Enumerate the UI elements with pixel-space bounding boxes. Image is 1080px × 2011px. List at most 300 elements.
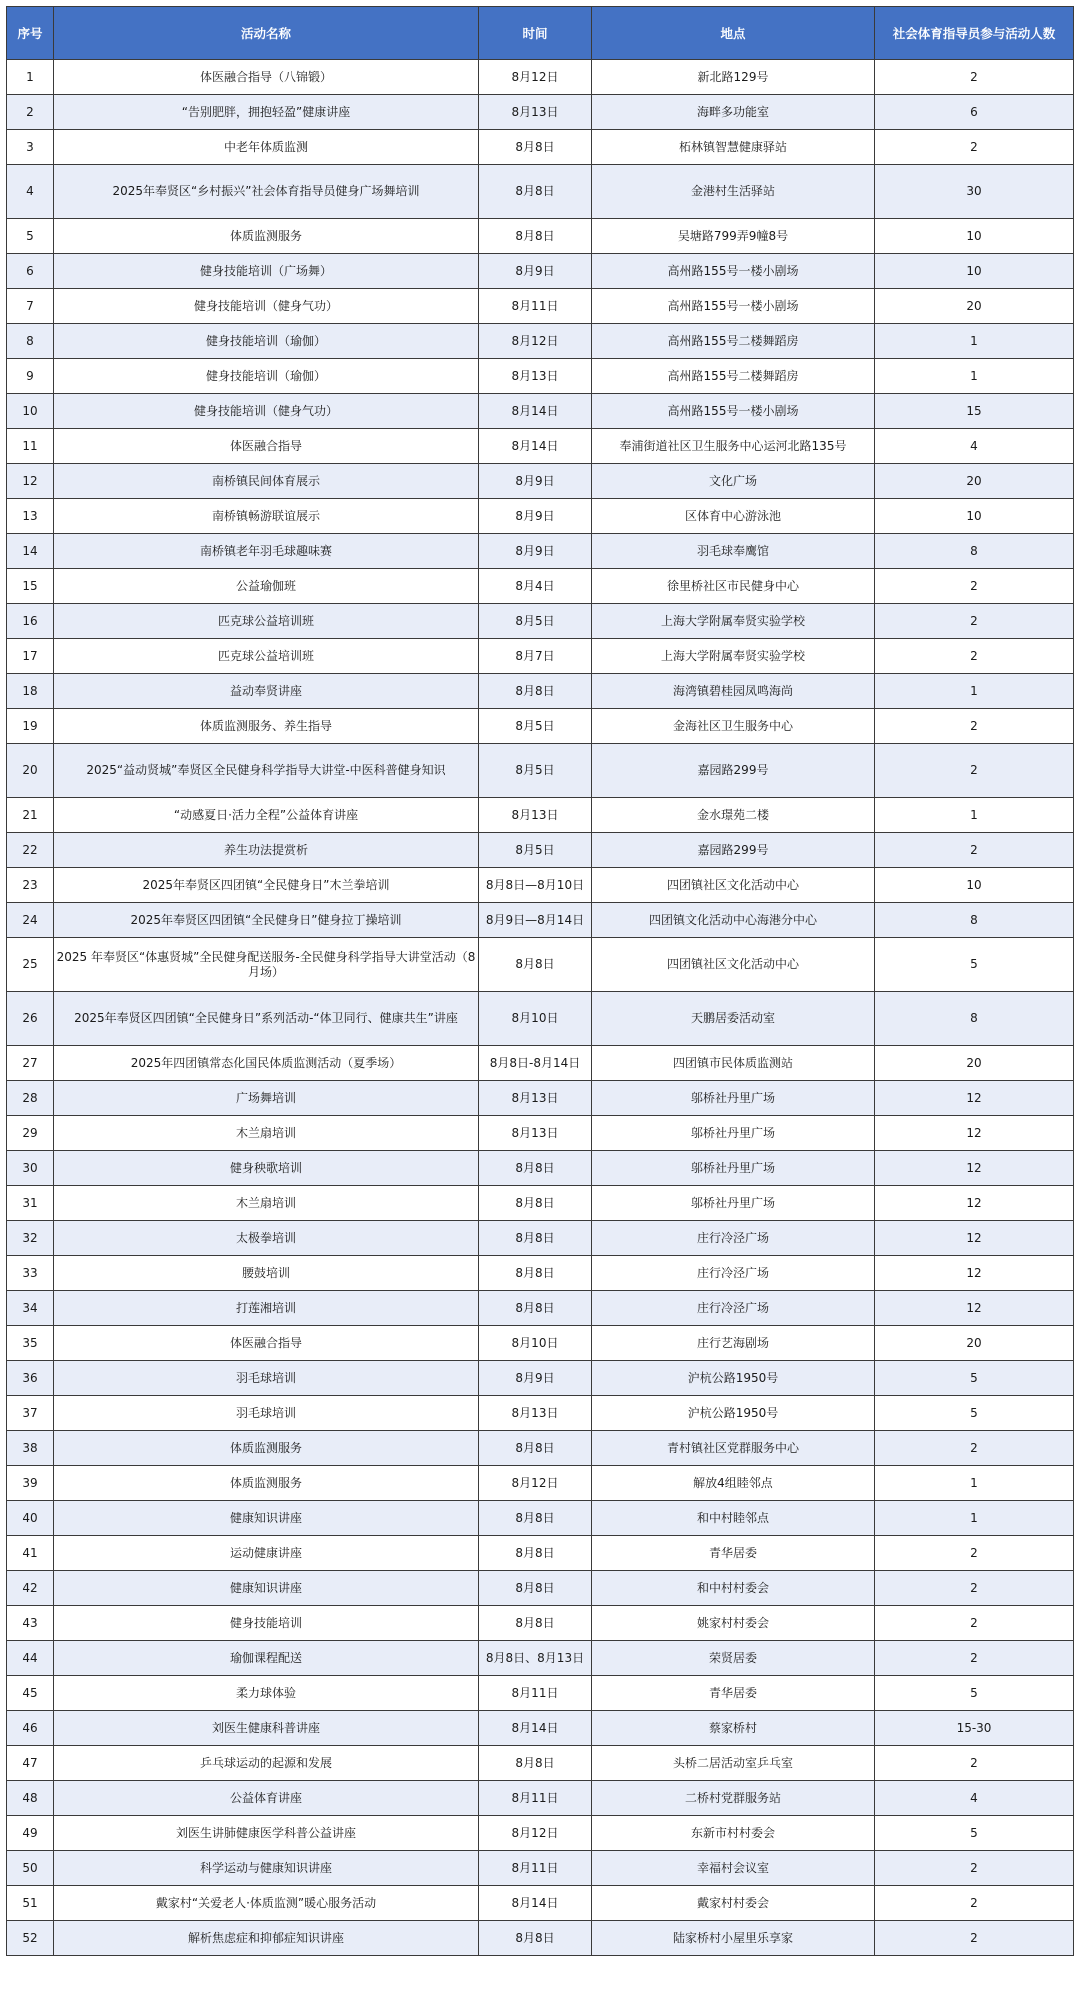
cell-index: 49	[7, 1816, 54, 1851]
cell-activity-name: 健康知识讲座	[54, 1501, 479, 1536]
cell-location: 东新市村村委会	[592, 1816, 875, 1851]
cell-participants: 1	[875, 674, 1074, 709]
table-row	[7, 1501, 1074, 1536]
cell-activity-name: 体质监测服务	[54, 1466, 479, 1501]
table-row	[7, 1081, 1074, 1116]
cell-location: 青村镇社区党群服务中心	[592, 1431, 875, 1466]
cell-index: 48	[7, 1781, 54, 1816]
cell-index: 11	[7, 429, 54, 464]
cell-activity-name: 广场舞培训	[54, 1081, 479, 1116]
cell-participants: 5	[875, 938, 1074, 992]
cell-date: 8月8日	[479, 1606, 592, 1641]
cell-activity-name: 羽毛球培训	[54, 1396, 479, 1431]
cell-participants: 2	[875, 639, 1074, 674]
cell-location: 庄行冷泾广场	[592, 1221, 875, 1256]
cell-participants: 1	[875, 359, 1074, 394]
cell-location: 徐里桥社区市民健身中心	[592, 569, 875, 604]
table-row	[7, 674, 1074, 709]
cell-date: 8月12日	[479, 1466, 592, 1501]
cell-date: 8月14日	[479, 1886, 592, 1921]
cell-location: 和中村睦邻点	[592, 1501, 875, 1536]
table-row	[7, 639, 1074, 674]
cell-index: 35	[7, 1326, 54, 1361]
cell-participants: 2	[875, 744, 1074, 798]
cell-participants: 5	[875, 1816, 1074, 1851]
table-row	[7, 604, 1074, 639]
cell-location: 柘林镇智慧健康驿站	[592, 130, 875, 165]
cell-index: 39	[7, 1466, 54, 1501]
cell-participants: 10	[875, 868, 1074, 903]
cell-index: 17	[7, 639, 54, 674]
cell-activity-name: 戴家村“关爱老人·体质监测”暖心服务活动	[54, 1886, 479, 1921]
cell-activity-name: 健身秧歌培训	[54, 1151, 479, 1186]
cell-activity-name: 健身技能培训（健身气功）	[54, 394, 479, 429]
cell-location: 邬桥社丹里广场	[592, 1186, 875, 1221]
cell-date: 8月13日	[479, 359, 592, 394]
cell-participants: 12	[875, 1186, 1074, 1221]
table-row	[7, 1256, 1074, 1291]
table-row	[7, 1711, 1074, 1746]
cell-activity-name: 解析焦虑症和抑郁症知识讲座	[54, 1921, 479, 1956]
cell-date: 8月8日	[479, 1221, 592, 1256]
cell-date: 8月8日	[479, 130, 592, 165]
cell-location: 陆家桥村小屋里乐享家	[592, 1921, 875, 1956]
cell-date: 8月8日	[479, 1571, 592, 1606]
cell-activity-name: 健身技能培训（健身气功）	[54, 289, 479, 324]
cell-index: 16	[7, 604, 54, 639]
cell-index: 38	[7, 1431, 54, 1466]
cell-location: 青华居委	[592, 1536, 875, 1571]
cell-location: 高州路155号二楼舞蹈房	[592, 359, 875, 394]
cell-activity-name: 运动健康讲座	[54, 1536, 479, 1571]
cell-location: 庄行艺海剧场	[592, 1326, 875, 1361]
cell-location: 金水璟苑二楼	[592, 798, 875, 833]
table-row	[7, 324, 1074, 359]
cell-date: 8月13日	[479, 95, 592, 130]
cell-location: 高州路155号一楼小剧场	[592, 254, 875, 289]
cell-location: 和中村村委会	[592, 1571, 875, 1606]
cell-index: 9	[7, 359, 54, 394]
table-header-row	[7, 7, 1074, 60]
cell-participants: 20	[875, 289, 1074, 324]
cell-date: 8月5日	[479, 709, 592, 744]
cell-date: 8月14日	[479, 429, 592, 464]
cell-index: 12	[7, 464, 54, 499]
cell-participants: 2	[875, 1886, 1074, 1921]
cell-date: 8月9日	[479, 464, 592, 499]
cell-index: 41	[7, 1536, 54, 1571]
cell-location: 头桥二居活动室乒乓室	[592, 1746, 875, 1781]
cell-date: 8月5日	[479, 833, 592, 868]
cell-date: 8月10日	[479, 1326, 592, 1361]
cell-location: 邬桥社丹里广场	[592, 1116, 875, 1151]
cell-date: 8月8日	[479, 674, 592, 709]
activity-table	[6, 6, 1074, 1956]
table-row	[7, 1851, 1074, 1886]
cell-date: 8月8日	[479, 1431, 592, 1466]
cell-date: 8月5日	[479, 744, 592, 798]
cell-date: 8月9日—8月14日	[479, 903, 592, 938]
cell-date: 8月7日	[479, 639, 592, 674]
cell-participants: 4	[875, 1781, 1074, 1816]
cell-index: 31	[7, 1186, 54, 1221]
cell-participants: 2	[875, 1746, 1074, 1781]
cell-activity-name: 南桥镇畅游联谊展示	[54, 499, 479, 534]
cell-activity-name: 匹克球公益培训班	[54, 604, 479, 639]
cell-date: 8月9日	[479, 254, 592, 289]
cell-date: 8月11日	[479, 1781, 592, 1816]
cell-index: 33	[7, 1256, 54, 1291]
header-index: 序号	[7, 7, 54, 60]
cell-participants: 12	[875, 1256, 1074, 1291]
cell-index: 37	[7, 1396, 54, 1431]
cell-participants: 10	[875, 499, 1074, 534]
cell-activity-name: 健身技能培训	[54, 1606, 479, 1641]
cell-date: 8月14日	[479, 394, 592, 429]
table-row	[7, 289, 1074, 324]
table-row	[7, 499, 1074, 534]
cell-location: 四团镇社区文化活动中心	[592, 868, 875, 903]
cell-activity-name: 太极拳培训	[54, 1221, 479, 1256]
table-row	[7, 1046, 1074, 1081]
header-activity-name: 活动名称	[54, 7, 479, 60]
cell-activity-name: 体医融合指导	[54, 429, 479, 464]
cell-location: 二桥村党群服务站	[592, 1781, 875, 1816]
table-row	[7, 1291, 1074, 1326]
cell-activity-name: 木兰扇培训	[54, 1186, 479, 1221]
cell-participants: 1	[875, 798, 1074, 833]
cell-date: 8月5日	[479, 604, 592, 639]
cell-location: 高州路155号二楼舞蹈房	[592, 324, 875, 359]
cell-index: 47	[7, 1746, 54, 1781]
cell-location: 蔡家桥村	[592, 1711, 875, 1746]
cell-location: 姚家村村委会	[592, 1606, 875, 1641]
table-row	[7, 1186, 1074, 1221]
cell-activity-name: 柔力球体验	[54, 1676, 479, 1711]
table-row	[7, 60, 1074, 95]
cell-participants: 6	[875, 95, 1074, 130]
cell-index: 20	[7, 744, 54, 798]
cell-participants: 20	[875, 464, 1074, 499]
cell-index: 27	[7, 1046, 54, 1081]
cell-index: 32	[7, 1221, 54, 1256]
cell-location: 荣贤居委	[592, 1641, 875, 1676]
cell-index: 10	[7, 394, 54, 429]
cell-location: 羽毛球奉鹰馆	[592, 534, 875, 569]
cell-participants: 1	[875, 1466, 1074, 1501]
header-participants: 社会体育指导员参与活动人数	[875, 7, 1074, 60]
cell-activity-name: 打莲湘培训	[54, 1291, 479, 1326]
table-row	[7, 429, 1074, 464]
cell-date: 8月13日	[479, 1081, 592, 1116]
cell-activity-name: “动感夏日·活力全程”公益体育讲座	[54, 798, 479, 833]
cell-location: 四团镇社区文化活动中心	[592, 938, 875, 992]
cell-activity-name: 健身技能培训（广场舞）	[54, 254, 479, 289]
cell-participants: 2	[875, 1606, 1074, 1641]
table-row	[7, 1361, 1074, 1396]
table-row	[7, 1571, 1074, 1606]
cell-activity-name: 2025年奉贤区四团镇“全民健身日”系列活动-“体卫同行、健康共生”讲座	[54, 992, 479, 1046]
cell-location: 上海大学附属奉贤实验学校	[592, 639, 875, 674]
cell-activity-name: 健身技能培训（瑜伽）	[54, 359, 479, 394]
cell-activity-name: 乒乓球运动的起源和发展	[54, 1746, 479, 1781]
cell-location: 金港村生活驿站	[592, 165, 875, 219]
cell-participants: 15-30	[875, 1711, 1074, 1746]
cell-date: 8月8日—8月10日	[479, 868, 592, 903]
cell-date: 8月13日	[479, 1396, 592, 1431]
cell-participants: 2	[875, 604, 1074, 639]
table-row	[7, 569, 1074, 604]
cell-participants: 2	[875, 833, 1074, 868]
table-row	[7, 1606, 1074, 1641]
cell-date: 8月9日	[479, 1361, 592, 1396]
cell-location: 新北路129号	[592, 60, 875, 95]
cell-date: 8月12日	[479, 1816, 592, 1851]
cell-activity-name: 健身技能培训（瑜伽）	[54, 324, 479, 359]
cell-index: 30	[7, 1151, 54, 1186]
cell-participants: 15	[875, 394, 1074, 429]
cell-index: 23	[7, 868, 54, 903]
table-row	[7, 534, 1074, 569]
cell-participants: 5	[875, 1676, 1074, 1711]
cell-participants: 8	[875, 903, 1074, 938]
table-row	[7, 165, 1074, 219]
cell-location: 戴家村村委会	[592, 1886, 875, 1921]
cell-index: 36	[7, 1361, 54, 1396]
cell-index: 19	[7, 709, 54, 744]
cell-activity-name: 南桥镇老年羽毛球趣味赛	[54, 534, 479, 569]
cell-location: 海畔多功能室	[592, 95, 875, 130]
cell-participants: 1	[875, 324, 1074, 359]
cell-date: 8月8日	[479, 1536, 592, 1571]
table-row	[7, 798, 1074, 833]
cell-location: 幸福村会议室	[592, 1851, 875, 1886]
cell-index: 52	[7, 1921, 54, 1956]
cell-participants: 20	[875, 1326, 1074, 1361]
cell-participants: 2	[875, 709, 1074, 744]
table-row	[7, 1641, 1074, 1676]
cell-index: 15	[7, 569, 54, 604]
cell-activity-name: 中老年体质监测	[54, 130, 479, 165]
cell-date: 8月8日	[479, 1501, 592, 1536]
cell-location: 海湾镇碧桂园凤鸣海尚	[592, 674, 875, 709]
cell-index: 42	[7, 1571, 54, 1606]
cell-participants: 20	[875, 1046, 1074, 1081]
cell-participants: 1	[875, 1501, 1074, 1536]
cell-activity-name: 体医融合指导	[54, 1326, 479, 1361]
cell-location: 吴塘路799弄9幢8号	[592, 219, 875, 254]
cell-participants: 12	[875, 1081, 1074, 1116]
cell-activity-name: 2025年四团镇常态化国民体质监测活动（夏季场）	[54, 1046, 479, 1081]
table-row	[7, 1921, 1074, 1956]
cell-date: 8月13日	[479, 798, 592, 833]
cell-activity-name: 刘医生讲肺健康医学科普公益讲座	[54, 1816, 479, 1851]
header-location: 地点	[592, 7, 875, 60]
cell-date: 8月8日	[479, 1256, 592, 1291]
cell-participants: 2	[875, 569, 1074, 604]
cell-activity-name: 匹克球公益培训班	[54, 639, 479, 674]
table-row	[7, 1326, 1074, 1361]
cell-activity-name: 瑜伽课程配送	[54, 1641, 479, 1676]
cell-activity-name: 羽毛球培训	[54, 1361, 479, 1396]
cell-index: 2	[7, 95, 54, 130]
cell-date: 8月8日、8月13日	[479, 1641, 592, 1676]
cell-location: 嘉园路299号	[592, 744, 875, 798]
cell-activity-name: 益动奉贤讲座	[54, 674, 479, 709]
cell-date: 8月4日	[479, 569, 592, 604]
cell-location: 庄行冷泾广场	[592, 1291, 875, 1326]
cell-participants: 10	[875, 219, 1074, 254]
cell-activity-name: 刘医生健康科普讲座	[54, 1711, 479, 1746]
cell-index: 26	[7, 992, 54, 1046]
cell-index: 18	[7, 674, 54, 709]
cell-index: 43	[7, 1606, 54, 1641]
cell-activity-name: 2025年奉贤区四团镇“全民健身日”健身拉丁操培训	[54, 903, 479, 938]
table-row	[7, 709, 1074, 744]
cell-participants: 2	[875, 130, 1074, 165]
cell-activity-name: 公益瑜伽班	[54, 569, 479, 604]
cell-location: 高州路155号一楼小剧场	[592, 289, 875, 324]
cell-location: 上海大学附属奉贤实验学校	[592, 604, 875, 639]
cell-date: 8月8日	[479, 1921, 592, 1956]
cell-activity-name: 养生功法提赏析	[54, 833, 479, 868]
cell-date: 8月13日	[479, 1116, 592, 1151]
cell-participants: 2	[875, 1921, 1074, 1956]
cell-index: 3	[7, 130, 54, 165]
cell-participants: 2	[875, 1431, 1074, 1466]
table-row	[7, 868, 1074, 903]
table-row	[7, 1396, 1074, 1431]
cell-location: 沪杭公路1950号	[592, 1396, 875, 1431]
cell-index: 1	[7, 60, 54, 95]
cell-location: 高州路155号一楼小剧场	[592, 394, 875, 429]
table-row	[7, 1466, 1074, 1501]
cell-date: 8月8日	[479, 1746, 592, 1781]
table-row	[7, 1151, 1074, 1186]
cell-date: 8月12日	[479, 60, 592, 95]
cell-participants: 2	[875, 1641, 1074, 1676]
activity-table-container	[6, 6, 1073, 1956]
cell-activity-name: 2025年奉贤区“乡村振兴”社会体育指导员健身广场舞培训	[54, 165, 479, 219]
cell-location: 金海社区卫生服务中心	[592, 709, 875, 744]
cell-activity-name: 体质监测服务	[54, 1431, 479, 1466]
cell-location: 沪杭公路1950号	[592, 1361, 875, 1396]
table-row	[7, 1816, 1074, 1851]
cell-activity-name: 健康知识讲座	[54, 1571, 479, 1606]
cell-date: 8月8日	[479, 219, 592, 254]
cell-activity-name: 南桥镇民间体育展示	[54, 464, 479, 499]
cell-participants: 2	[875, 60, 1074, 95]
cell-participants: 12	[875, 1291, 1074, 1326]
cell-activity-name: 木兰扇培训	[54, 1116, 479, 1151]
cell-location: 庄行冷泾广场	[592, 1256, 875, 1291]
cell-date: 8月10日	[479, 992, 592, 1046]
cell-location: 嘉园路299号	[592, 833, 875, 868]
cell-index: 40	[7, 1501, 54, 1536]
cell-index: 22	[7, 833, 54, 868]
cell-location: 奉浦街道社区卫生服务中心运河北路135号	[592, 429, 875, 464]
cell-index: 7	[7, 289, 54, 324]
cell-activity-name: 公益体育讲座	[54, 1781, 479, 1816]
table-row	[7, 1676, 1074, 1711]
table-row	[7, 1221, 1074, 1256]
table-row	[7, 1536, 1074, 1571]
cell-participants: 10	[875, 254, 1074, 289]
cell-activity-name: “告别肥胖，拥抱轻盈”健康讲座	[54, 95, 479, 130]
cell-participants: 12	[875, 1151, 1074, 1186]
header-date: 时间	[479, 7, 592, 60]
cell-activity-name: 2025“益动贤城”奉贤区全民健身科学指导大讲堂-中医科普健身知识	[54, 744, 479, 798]
cell-location: 四团镇文化活动中心海港分中心	[592, 903, 875, 938]
table-row	[7, 359, 1074, 394]
cell-date: 8月9日	[479, 534, 592, 569]
cell-index: 21	[7, 798, 54, 833]
cell-activity-name: 体医融合指导（八锦锻）	[54, 60, 479, 95]
cell-date: 8月11日	[479, 289, 592, 324]
cell-date: 8月9日	[479, 499, 592, 534]
cell-index: 8	[7, 324, 54, 359]
cell-activity-name: 科学运动与健康知识讲座	[54, 1851, 479, 1886]
cell-activity-name: 2025年奉贤区四团镇“全民健身日”木兰拳培训	[54, 868, 479, 903]
cell-participants: 5	[875, 1396, 1074, 1431]
table-row	[7, 95, 1074, 130]
table-row	[7, 1116, 1074, 1151]
cell-participants: 2	[875, 1571, 1074, 1606]
table-row	[7, 464, 1074, 499]
cell-index: 5	[7, 219, 54, 254]
cell-location: 四团镇市民体质监测站	[592, 1046, 875, 1081]
table-row	[7, 992, 1074, 1046]
cell-participants: 2	[875, 1851, 1074, 1886]
cell-index: 6	[7, 254, 54, 289]
cell-date: 8月8日	[479, 1151, 592, 1186]
cell-participants: 2	[875, 1536, 1074, 1571]
table-row	[7, 938, 1074, 992]
cell-location: 邬桥社丹里广场	[592, 1151, 875, 1186]
cell-index: 14	[7, 534, 54, 569]
cell-index: 29	[7, 1116, 54, 1151]
table-row	[7, 130, 1074, 165]
cell-participants: 5	[875, 1361, 1074, 1396]
cell-participants: 4	[875, 429, 1074, 464]
table-body	[7, 60, 1074, 1956]
table-row	[7, 1781, 1074, 1816]
cell-location: 文化广场	[592, 464, 875, 499]
table-row	[7, 744, 1074, 798]
table-row	[7, 1746, 1074, 1781]
cell-index: 44	[7, 1641, 54, 1676]
cell-index: 13	[7, 499, 54, 534]
cell-date: 8月11日	[479, 1676, 592, 1711]
cell-index: 46	[7, 1711, 54, 1746]
cell-index: 51	[7, 1886, 54, 1921]
cell-index: 24	[7, 903, 54, 938]
cell-date: 8月8日	[479, 1291, 592, 1326]
cell-activity-name: 2025 年奉贤区“体惠贤城”全民健身配送服务-全民健身科学指导大讲堂活动（8月场）	[54, 938, 479, 992]
cell-index: 34	[7, 1291, 54, 1326]
cell-index: 28	[7, 1081, 54, 1116]
cell-date: 8月14日	[479, 1711, 592, 1746]
cell-date: 8月8日-8月14日	[479, 1046, 592, 1081]
cell-participants: 8	[875, 992, 1074, 1046]
table-row	[7, 1431, 1074, 1466]
cell-location: 解放4组睦邻点	[592, 1466, 875, 1501]
cell-participants: 30	[875, 165, 1074, 219]
table-row	[7, 394, 1074, 429]
cell-location: 邬桥社丹里广场	[592, 1081, 875, 1116]
table-row	[7, 833, 1074, 868]
cell-location: 天鹏居委活动室	[592, 992, 875, 1046]
